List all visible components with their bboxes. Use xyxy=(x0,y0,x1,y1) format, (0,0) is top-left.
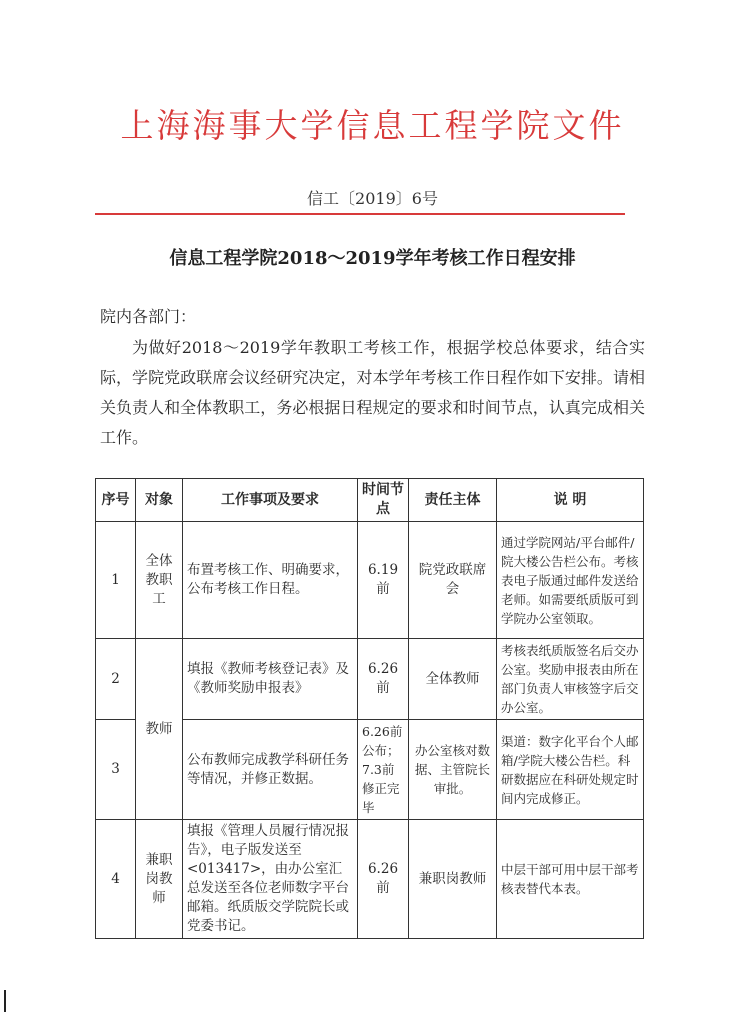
header-task: 工作事项及要求 xyxy=(183,479,358,522)
header-target: 对象 xyxy=(136,479,183,522)
scan-margin-mark xyxy=(4,990,6,1012)
cell-owner: 兼职岗教师 xyxy=(409,820,497,939)
table-row xyxy=(96,522,644,639)
table-row xyxy=(96,820,644,939)
schedule-table xyxy=(95,478,644,939)
cell-time: 6.26前 xyxy=(358,820,409,939)
cell-task: 填报《管理人员履行情况报告》，电子版发送至<013417>，由办公室汇总发送至各位老师数字平台邮箱。纸质版交学院院长或党委书记。 xyxy=(183,820,358,939)
cell-owner: 院党政联席会 xyxy=(409,522,497,639)
cell-note: 渠道：数字化平台个人邮箱/学院大楼公告栏。科研数据应在科研处规定时间内完成修正。 xyxy=(497,720,644,820)
header-time: 时间节点 xyxy=(358,479,409,522)
header-no: 序号 xyxy=(96,479,136,522)
cell-note: 考核表纸质版签名后交办公室。奖励申报表由所在部门负责人审核签字后交办公室。 xyxy=(497,639,644,720)
cell-note: 通过学院网站/平台邮件/院大楼公告栏公布。考核表电子版通过邮件发送给老师。如需要纸质版可到学院办公室领取。 xyxy=(497,522,644,639)
header-note: 说 明 xyxy=(497,479,644,522)
cell-task: 公布教师完成教学科研任务等情况，并修正数据。 xyxy=(183,720,358,820)
cell-time: 6.26前 xyxy=(358,639,409,720)
cell-note: 中层干部可用中层干部考核表替代本表。 xyxy=(497,820,644,939)
cell-time: 6.19前 xyxy=(358,522,409,639)
document-number: 信工〔2019〕6号 xyxy=(307,189,438,208)
cell-task: 填报《教师考核登记表》及《教师奖励申报表》 xyxy=(183,639,358,720)
cell-owner: 办公室核对数据、主管院长审批。 xyxy=(409,720,497,820)
cell-owner: 全体教师 xyxy=(409,639,497,720)
cell-time: 6.26前公布；7.3前修正完毕 xyxy=(358,720,409,820)
org-header-title: 上海海事大学信息工程学院文件 xyxy=(120,106,625,145)
cell-no: 3 xyxy=(96,720,136,820)
cell-task: 布置考核工作、明确要求，公布考核工作日程。 xyxy=(183,522,358,639)
table-row xyxy=(96,639,644,720)
document-title: 信息工程学院2018～2019学年考核工作日程安排 xyxy=(169,248,576,269)
cell-no: 2 xyxy=(96,639,136,720)
salutation: 院内各部门： xyxy=(100,307,197,326)
cell-target: 教师 xyxy=(136,639,183,820)
table-header-row xyxy=(96,479,644,522)
cell-no: 4 xyxy=(96,820,136,939)
cell-no: 1 xyxy=(96,522,136,639)
header-owner: 责任主体 xyxy=(409,479,497,522)
red-divider xyxy=(95,213,625,215)
cell-target: 兼职岗教师 xyxy=(136,820,183,939)
body-paragraph: 为做好2018～2019学年教职工考核工作，根据学校总体要求，结合实际，学院党政联席会议经研究决定，对本学年考核工作日程作如下安排。请相关负责人和全体教职工，务必根据日程规定的要求和时间节点，认真完成相关工作。 xyxy=(100,338,645,447)
cell-target: 全体教职工 xyxy=(136,522,183,639)
